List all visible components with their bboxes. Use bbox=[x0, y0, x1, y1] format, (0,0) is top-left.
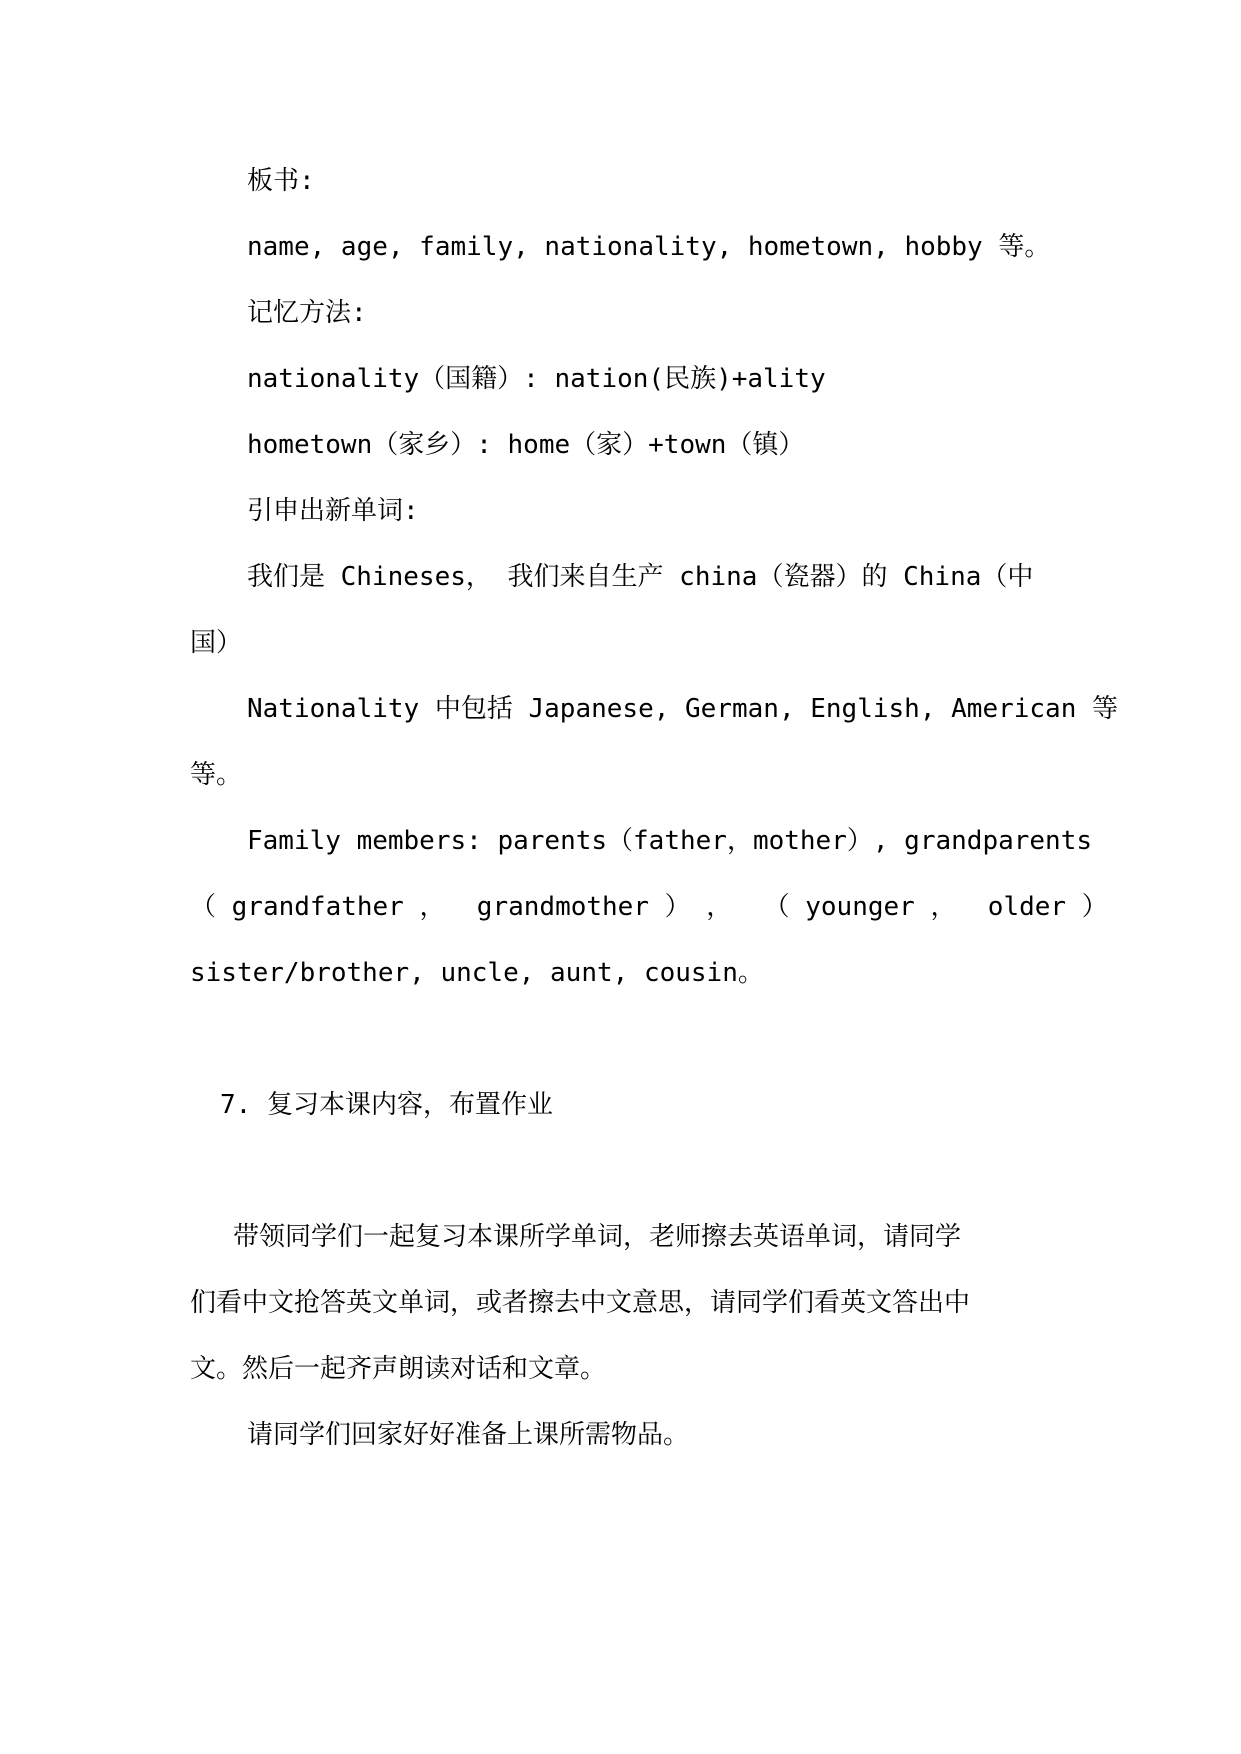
document-line: 记忆方法: bbox=[247, 298, 367, 328]
document-line: 我们是 Chineses， 我们来自生产 china（瓷器）的 China（中 bbox=[247, 562, 1034, 592]
text-block bbox=[0, 148, 1241, 1468]
document-line: nationality（国籍）: nation(民族)+ality bbox=[247, 364, 826, 394]
document-line: hometown（家乡）: home（家）+town（镇） bbox=[247, 430, 805, 460]
document-line: 国） bbox=[190, 628, 243, 658]
document-line: Nationality 中包括 Japanese, German, English, American 等 bbox=[247, 694, 1119, 724]
document-line: name, age, family, nationality, hometown, hobby 等。 bbox=[247, 232, 1051, 262]
document-line: 7. 复习本课内容，布置作业 bbox=[220, 1090, 553, 1120]
document-line: 请同学们回家好好准备上课所需物品。 bbox=[247, 1420, 690, 1450]
document-line: （ grandfather ， grandmother ） ， （ younger ， older ） bbox=[190, 892, 1108, 922]
document-line: sister/brother, uncle, aunt, cousin。 bbox=[190, 958, 764, 988]
document-line: 引申出新单词: bbox=[247, 496, 419, 526]
document-line: 带领同学们一起复习本课所学单词，老师擦去英语单词，请同学 bbox=[233, 1222, 962, 1252]
document-line: 文。然后一起齐声朗读对话和文章。 bbox=[190, 1354, 607, 1384]
document-line: 们看中文抢答英文单词，或者擦去中文意思，请同学们看英文答出中 bbox=[190, 1288, 971, 1318]
document-line: 板书: bbox=[247, 166, 315, 196]
blank-line bbox=[0, 1006, 1241, 1072]
blank-line bbox=[0, 1138, 1241, 1204]
document-line: Family members: parents（father，mother）, grandparents bbox=[247, 826, 1093, 856]
document-line: 等。 bbox=[190, 760, 243, 790]
